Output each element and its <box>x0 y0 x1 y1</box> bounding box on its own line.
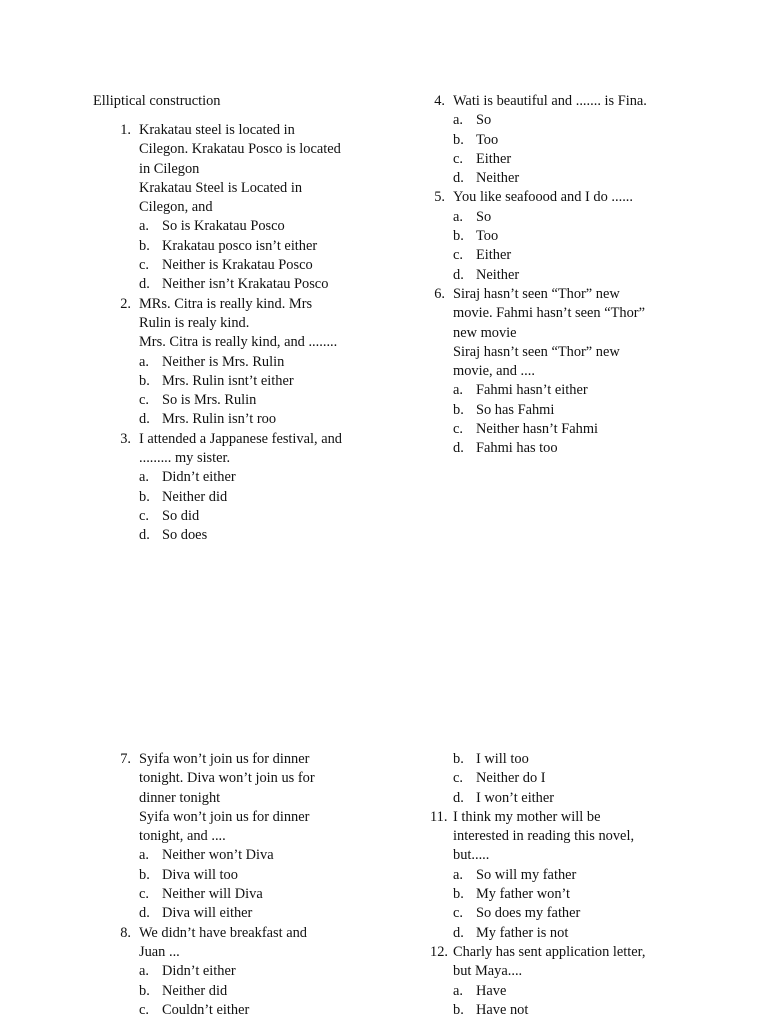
column-bottom-right <box>430 750 750 1020</box>
answer-option <box>453 1001 750 1020</box>
answer-option <box>453 111 750 130</box>
option-letter: c. <box>453 770 463 787</box>
question-body <box>453 750 750 808</box>
option-text: I will too <box>476 751 529 767</box>
option-text: Mrs. Rulin isnt’t either <box>162 372 294 389</box>
question-text-line: dinner tonight <box>139 789 221 806</box>
option-text: Neither <box>476 170 520 187</box>
question-body <box>453 285 750 459</box>
answer-options <box>453 750 750 808</box>
question-number: 4. <box>434 93 445 109</box>
option-text: So does <box>162 527 208 544</box>
answer-option <box>139 885 416 904</box>
answer-option <box>139 372 416 391</box>
question-text-line: I think my mother will be <box>453 808 601 825</box>
answer-option <box>453 131 750 150</box>
answer-option <box>453 420 750 439</box>
option-text: Diva will too <box>162 866 238 883</box>
question-number: 6. <box>434 285 445 302</box>
option-text: Neither do I <box>476 770 546 787</box>
question-body <box>453 92 750 188</box>
answer-option <box>139 846 416 865</box>
question-body <box>139 750 416 924</box>
question-body <box>453 943 750 1020</box>
question-item <box>430 188 750 284</box>
answer-option <box>453 208 750 227</box>
option-text: Mrs. Rulin isn’t roo <box>162 411 277 428</box>
answer-option <box>139 391 416 410</box>
option-text: Neither hasn’t Fahmi <box>476 421 599 438</box>
question-text-line: movie, and .... <box>453 363 535 380</box>
answer-options <box>139 217 416 294</box>
option-letter: b. <box>453 751 464 767</box>
question-item <box>116 121 416 295</box>
answer-options <box>139 353 416 430</box>
question-text-line: MRs. Citra is really kind. Mrs <box>139 295 313 312</box>
question-text-line: Siraj hasn’t seen “Thor” new <box>453 285 620 302</box>
answer-option <box>453 982 750 1001</box>
question-item <box>430 750 750 808</box>
option-letter: c. <box>453 905 463 922</box>
question-text-line: Rulin is realy kind. <box>139 314 250 331</box>
question-number: 1. <box>120 122 131 138</box>
option-letter: b. <box>139 488 150 505</box>
answer-option <box>139 866 416 885</box>
option-letter: b. <box>139 372 150 389</box>
answer-option <box>453 866 750 885</box>
answer-option <box>453 150 750 169</box>
question-number: 7. <box>120 751 131 767</box>
question-body <box>139 430 416 546</box>
question-item <box>430 808 750 943</box>
option-text: So <box>476 112 492 129</box>
question-text-line: We didn’t have breakfast and <box>139 924 307 941</box>
option-letter: b. <box>453 401 464 418</box>
question-text-line: movie. Fahmi hasn’t seen “Thor” <box>453 305 645 322</box>
question-text-line: I attended a Jappanese festival, and <box>139 430 342 447</box>
question-text-line: Syifa won’t join us for dinner <box>139 808 310 825</box>
option-letter: a. <box>453 866 463 883</box>
answer-option <box>139 488 416 507</box>
option-letter: d. <box>453 170 464 187</box>
option-text: Didn’t either <box>162 469 236 486</box>
answer-option <box>453 924 750 943</box>
question-number: 3. <box>120 430 131 447</box>
answer-option <box>139 904 416 923</box>
answer-options <box>139 962 416 1020</box>
question-text-line: tonight. Diva won’t join us for <box>139 770 315 787</box>
option-text: I won’t either <box>476 789 555 806</box>
option-letter: b. <box>139 237 150 254</box>
question-text-line: tonight, and .... <box>139 828 226 845</box>
option-letter: d. <box>453 266 464 283</box>
question-body <box>139 924 416 1020</box>
option-letter: d. <box>453 789 464 806</box>
option-letter: a. <box>453 982 463 999</box>
question-number: 11. <box>430 808 448 825</box>
option-letter: b. <box>139 982 150 999</box>
question-text-line: Wati is beautiful and ....... is Fina. <box>453 93 647 109</box>
answer-option <box>453 381 750 400</box>
answer-option <box>453 885 750 904</box>
option-letter: a. <box>139 353 149 370</box>
column-top-right <box>430 92 750 459</box>
answer-option <box>139 1001 416 1020</box>
option-letter: d. <box>453 440 464 457</box>
answer-option <box>139 217 416 236</box>
option-text: So has Fahmi <box>476 401 555 418</box>
option-letter: a. <box>453 208 463 225</box>
option-text: Neither will Diva <box>162 886 263 903</box>
question-item <box>430 92 750 188</box>
answer-option <box>453 401 750 420</box>
answer-option <box>139 275 416 294</box>
option-letter: d. <box>139 276 150 293</box>
option-text: Either <box>476 247 512 264</box>
answer-option <box>453 904 750 923</box>
option-text: So will my father <box>476 866 577 883</box>
question-item <box>430 285 750 459</box>
option-letter: a. <box>453 112 463 129</box>
option-text: Neither isn’t Krakatau Posco <box>162 276 329 293</box>
answer-option <box>139 468 416 487</box>
question-text-line: Syifa won’t join us for dinner <box>139 751 310 767</box>
answer-options <box>453 208 750 285</box>
option-text: Neither won’t Diva <box>162 847 274 864</box>
option-text: Have not <box>476 1001 529 1018</box>
option-text: Couldn’t either <box>162 1001 250 1018</box>
option-letter: a. <box>139 469 149 486</box>
answer-option <box>139 962 416 981</box>
option-text: Too <box>476 228 499 245</box>
option-text: Neither did <box>162 488 228 505</box>
question-text-line: Mrs. Citra is really kind, and ........ <box>139 334 338 351</box>
option-letter: d. <box>139 527 150 544</box>
answer-option <box>139 237 416 256</box>
option-letter: c. <box>139 886 149 903</box>
answer-option <box>453 750 750 769</box>
answer-options <box>139 468 416 545</box>
answer-option <box>453 169 750 188</box>
option-letter: a. <box>139 847 149 864</box>
question-number: 2. <box>120 295 131 312</box>
question-text-line: Siraj hasn’t seen “Thor” new <box>453 343 620 360</box>
question-number: 5. <box>434 189 445 206</box>
question-text-line: Cilegon, and <box>139 199 213 216</box>
option-text: Krakatau posco isn’t either <box>162 237 318 254</box>
option-letter: b. <box>453 1001 464 1018</box>
answer-options <box>453 866 750 943</box>
question-text-line: ......... my sister. <box>139 450 231 467</box>
option-text: Neither did <box>162 982 228 999</box>
option-text: Either <box>476 150 512 167</box>
answer-option <box>139 410 416 429</box>
question-text-line: new movie <box>453 324 517 341</box>
option-letter: b. <box>453 886 464 903</box>
answer-options <box>453 982 750 1021</box>
answer-option <box>453 769 750 788</box>
option-text: Diva will either <box>162 905 253 922</box>
option-letter: c. <box>139 1001 149 1018</box>
option-letter: c. <box>453 247 463 264</box>
question-text-line: Juan ... <box>139 943 180 960</box>
answer-option <box>453 246 750 265</box>
question-item <box>116 295 416 430</box>
question-text-line: but..... <box>453 847 490 864</box>
question-text-line: Charly has sent application letter, <box>453 943 646 960</box>
option-letter: c. <box>453 150 463 167</box>
question-body <box>139 295 416 430</box>
option-text: Too <box>476 131 499 148</box>
answer-option <box>453 439 750 458</box>
option-letter: a. <box>139 218 149 235</box>
question-text-line: interested in reading this novel, <box>453 828 635 845</box>
option-letter: c. <box>139 392 149 409</box>
question-item <box>116 430 416 546</box>
answer-option <box>453 227 750 246</box>
option-text: So <box>476 208 492 225</box>
option-text: So did <box>162 507 200 524</box>
answer-options <box>139 846 416 923</box>
answer-option <box>453 266 750 285</box>
option-text: Neither is Krakatau Posco <box>162 257 313 274</box>
question-body <box>453 808 750 943</box>
answer-option <box>139 507 416 526</box>
option-text: Neither <box>476 266 520 283</box>
answer-option <box>139 256 416 275</box>
question-text-line: Krakatau Steel is Located in <box>139 179 303 196</box>
column-bottom-left <box>116 750 416 1020</box>
option-letter: c. <box>139 257 149 274</box>
question-text-line: You like seafoood and I do ...... <box>453 189 634 206</box>
option-text: Fahmi hasn’t either <box>476 382 588 399</box>
option-text: Didn’t either <box>162 963 236 980</box>
question-text-line: Cilegon. Krakatau Posco is located <box>139 141 341 158</box>
question-text-line: in Cilegon <box>139 160 200 177</box>
question-item <box>430 943 750 1020</box>
option-text: Have <box>476 982 507 999</box>
option-letter: a. <box>453 382 463 399</box>
question-text-line: Krakatau steel is located in <box>139 122 295 138</box>
answer-option <box>453 789 750 808</box>
option-text: Fahmi has too <box>476 440 558 457</box>
column-top-left <box>116 121 416 546</box>
answer-option <box>139 526 416 545</box>
option-text: Neither is Mrs. Rulin <box>162 353 285 370</box>
question-number: 8. <box>120 924 131 941</box>
option-letter: a. <box>139 963 149 980</box>
answer-options <box>453 111 750 188</box>
option-letter: c. <box>453 421 463 438</box>
option-text: My father won’t <box>476 886 571 903</box>
answer-option <box>139 982 416 1001</box>
answer-option <box>139 353 416 372</box>
option-text: So does my father <box>476 905 581 922</box>
option-letter: d. <box>139 905 150 922</box>
answer-options <box>453 381 750 458</box>
option-letter: b. <box>139 866 150 883</box>
document-title: Elliptical construction <box>93 93 221 109</box>
question-item <box>116 750 416 924</box>
option-letter: b. <box>453 228 464 245</box>
question-text-line: but Maya.... <box>453 963 523 980</box>
option-letter: c. <box>139 507 149 524</box>
question-body <box>139 121 416 295</box>
option-text: So is Mrs. Rulin <box>162 392 257 409</box>
option-text: So is Krakatau Posco <box>162 218 285 235</box>
question-item <box>116 924 416 1020</box>
question-number: 12. <box>430 943 448 960</box>
option-letter: d. <box>453 924 464 941</box>
option-letter: d. <box>139 411 150 428</box>
question-body <box>453 188 750 284</box>
option-letter: b. <box>453 131 464 148</box>
option-text: My father is not <box>476 924 569 941</box>
